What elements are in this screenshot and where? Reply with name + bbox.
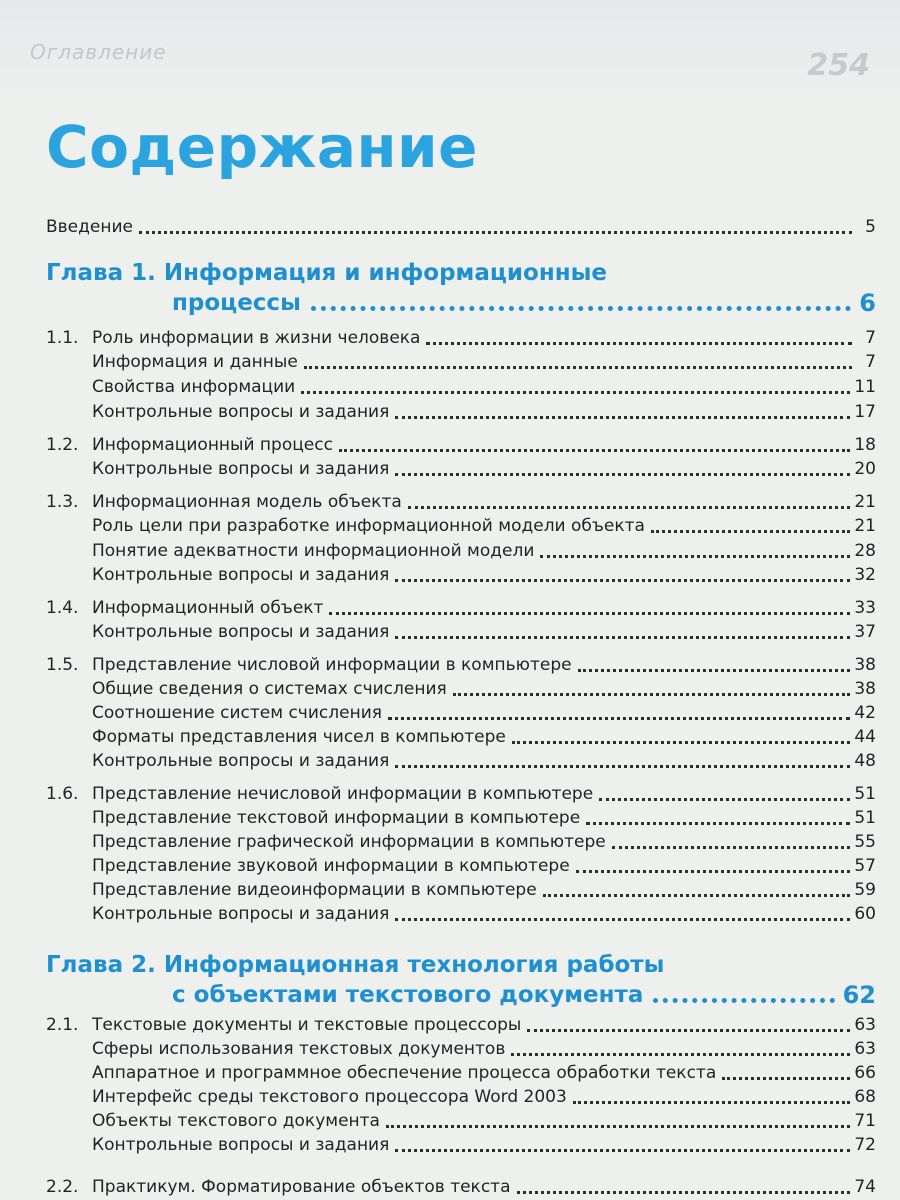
chapter-title-cont: с объектами текстового документа [172, 982, 644, 1008]
entry-label: Контрольные вопросы и задания [92, 459, 390, 479]
entry-label: Представление графической информации в компьютере [92, 832, 606, 852]
chapter-title-cont: процессы [172, 290, 301, 316]
toc-entry [46, 805, 876, 829]
entry-page: 72 [854, 1135, 876, 1155]
entry-label: Понятие адекватности информационной модели [92, 541, 535, 561]
leader-dots [139, 230, 852, 234]
chapter-title-line2 [46, 288, 876, 318]
entry-page: 38 [854, 655, 876, 675]
entry-page: 71 [854, 1111, 876, 1131]
chapter-heading [46, 950, 876, 1010]
entry-page: 7 [865, 328, 876, 348]
entry-page: 17 [854, 402, 876, 422]
section-number: 2.1. [46, 1015, 79, 1035]
leader-dots [578, 668, 851, 672]
entry-page: 51 [854, 784, 876, 804]
chapter-page: 62 [842, 981, 876, 1009]
leader-dots [599, 797, 850, 801]
leader-dots [540, 554, 850, 558]
leader-dots [653, 997, 834, 1003]
leader-dots [329, 611, 850, 615]
entry-page: 38 [854, 679, 876, 699]
chapter-title-line2 [46, 980, 876, 1010]
page-title: Содержание [46, 113, 479, 181]
entry-page: 7 [865, 352, 876, 372]
entry-page: 60 [854, 904, 876, 924]
toc-entry [46, 214, 876, 238]
section-number: 2.2. [46, 1177, 79, 1197]
entry-page: 28 [854, 541, 876, 561]
leader-dots [395, 764, 850, 768]
leader-dots [543, 893, 851, 897]
entry-label: Контрольные вопросы и задания [92, 751, 390, 771]
entry-page: 44 [854, 727, 876, 747]
entry-page: 66 [854, 1063, 876, 1083]
leader-dots [511, 1052, 850, 1056]
entry-page: 21 [854, 516, 876, 536]
entry-page: 42 [854, 703, 876, 723]
leader-dots [395, 415, 850, 419]
toc-entry [46, 1174, 876, 1198]
entry-page: 37 [854, 622, 876, 642]
section-number: 1.2. [46, 435, 79, 455]
toc-entry [46, 724, 876, 748]
leader-dots [311, 305, 851, 311]
leader-dots [386, 1124, 850, 1128]
page-number: 254 [807, 48, 870, 83]
entry-page: 18 [854, 435, 876, 455]
toc-entry [46, 325, 876, 349]
entry-label: Интерфейс среды текстового процессора Word 2003 [92, 1087, 567, 1107]
entry-page: 63 [854, 1015, 876, 1035]
entry-label: Контрольные вопросы и задания [92, 622, 390, 642]
entry-page: 59 [854, 880, 876, 900]
entry-page: 68 [854, 1087, 876, 1107]
toc-entry [46, 676, 876, 700]
leader-dots [586, 821, 850, 825]
running-head: Оглавление [30, 40, 167, 64]
entry-label: Объекты текстового документа [92, 1111, 380, 1131]
toc-entry [46, 1036, 876, 1060]
toc-entry [46, 562, 876, 586]
chapter-title-line1: Глава 1. Информация и информационные [46, 260, 608, 286]
leader-dots [426, 341, 852, 345]
entry-page: 57 [854, 856, 876, 876]
entry-label: Введение [46, 217, 133, 237]
entry-label: Аппаратное и программное обеспечение процесса обработки текста [92, 1063, 717, 1083]
chapter-heading [46, 258, 876, 318]
entry-label: Текстовые документы и текстовые процессоры [92, 1015, 522, 1035]
entry-label: Контрольные вопросы и задания [92, 565, 390, 585]
leader-dots [722, 1076, 850, 1080]
entry-label: Практикум. Форматирование объектов текста [92, 1177, 511, 1197]
toc-entry [46, 829, 876, 853]
entry-label: Сферы использования текстовых документов [92, 1039, 506, 1059]
toc-entry [46, 595, 876, 619]
toc-entry [46, 748, 876, 772]
entry-label: Роль цели при разработке информационной модели объекта [92, 516, 645, 536]
entry-label: Соотношение систем счисления [92, 703, 382, 723]
entry-label: Информация и данные [92, 352, 298, 372]
leader-dots [408, 505, 851, 509]
section-number: 1.6. [46, 784, 79, 804]
entry-label: Роль информации в жизни человека [92, 328, 421, 348]
toc-entry [46, 374, 876, 398]
entry-label: Информационная модель объекта [92, 492, 402, 512]
section-number: 1.5. [46, 655, 79, 675]
entry-page: 63 [854, 1039, 876, 1059]
entry-label: Представление звуковой информации в компьютере [92, 856, 570, 876]
toc-entry [46, 538, 876, 562]
entry-page: 32 [854, 565, 876, 585]
entry-label: Контрольные вопросы и задания [92, 904, 390, 924]
section-number: 1.4. [46, 598, 79, 618]
entry-page: 11 [854, 377, 876, 397]
leader-dots [576, 869, 851, 873]
entry-label: Контрольные вопросы и задания [92, 1135, 390, 1155]
toc-entry [46, 877, 876, 901]
toc-entry [46, 399, 876, 423]
entry-page: 21 [854, 492, 876, 512]
leader-dots [301, 390, 850, 394]
toc-entry [46, 652, 876, 676]
toc-entry [46, 456, 876, 480]
leader-dots [339, 448, 850, 452]
section-number: 1.3. [46, 492, 79, 512]
leader-dots [395, 472, 850, 476]
entry-page: 33 [854, 598, 876, 618]
entry-page: 74 [854, 1177, 876, 1197]
entry-page: 5 [865, 217, 876, 237]
entry-label: Представление числовой информации в компьютере [92, 655, 572, 675]
leader-dots [527, 1028, 850, 1032]
leader-dots [395, 917, 850, 921]
entry-label: Форматы представления чисел в компьютере [92, 727, 506, 747]
toc-entry [46, 1084, 876, 1108]
entry-page: 51 [854, 808, 876, 828]
toc-entry [46, 853, 876, 877]
toc-entry [46, 432, 876, 456]
leader-dots [573, 1100, 851, 1104]
entry-label: Представление видеоинформации в компьютере [92, 880, 537, 900]
entry-label: Представление текстовой информации в компьютере [92, 808, 581, 828]
chapter-page: 6 [859, 289, 876, 317]
leader-dots [612, 845, 851, 849]
entry-label: Информационный процесс [92, 435, 333, 455]
entry-page: 48 [854, 751, 876, 771]
toc-entry [46, 700, 876, 724]
leader-dots [304, 365, 852, 369]
entry-label: Контрольные вопросы и задания [92, 402, 390, 422]
toc-entry [46, 1060, 876, 1084]
toc-entry [46, 619, 876, 643]
toc-entry [46, 349, 876, 373]
leader-dots [512, 740, 850, 744]
entry-label: Общие сведения о системах счисления [92, 679, 447, 699]
entry-page: 20 [854, 459, 876, 479]
entry-label: Информационный объект [92, 598, 324, 618]
entry-page: 55 [854, 832, 876, 852]
section-number: 1.1. [46, 328, 79, 348]
leader-dots [395, 1148, 850, 1152]
leader-dots [395, 635, 850, 639]
entry-label: Свойства информации [92, 377, 296, 397]
toc-entry [46, 1108, 876, 1132]
toc-entry [46, 513, 876, 537]
leader-dots [388, 716, 850, 720]
toc-entry [46, 901, 876, 925]
chapter-title-line1: Глава 2. Информационная технология работы [46, 952, 665, 978]
leader-dots [395, 578, 850, 582]
leader-dots [517, 1190, 851, 1194]
toc-entry [46, 1012, 876, 1036]
toc-entry [46, 781, 876, 805]
toc-entry [46, 489, 876, 513]
leader-dots [453, 692, 851, 696]
toc-entry [46, 1132, 876, 1156]
leader-dots [651, 529, 850, 533]
entry-label: Представление нечисловой информации в компьютере [92, 784, 594, 804]
